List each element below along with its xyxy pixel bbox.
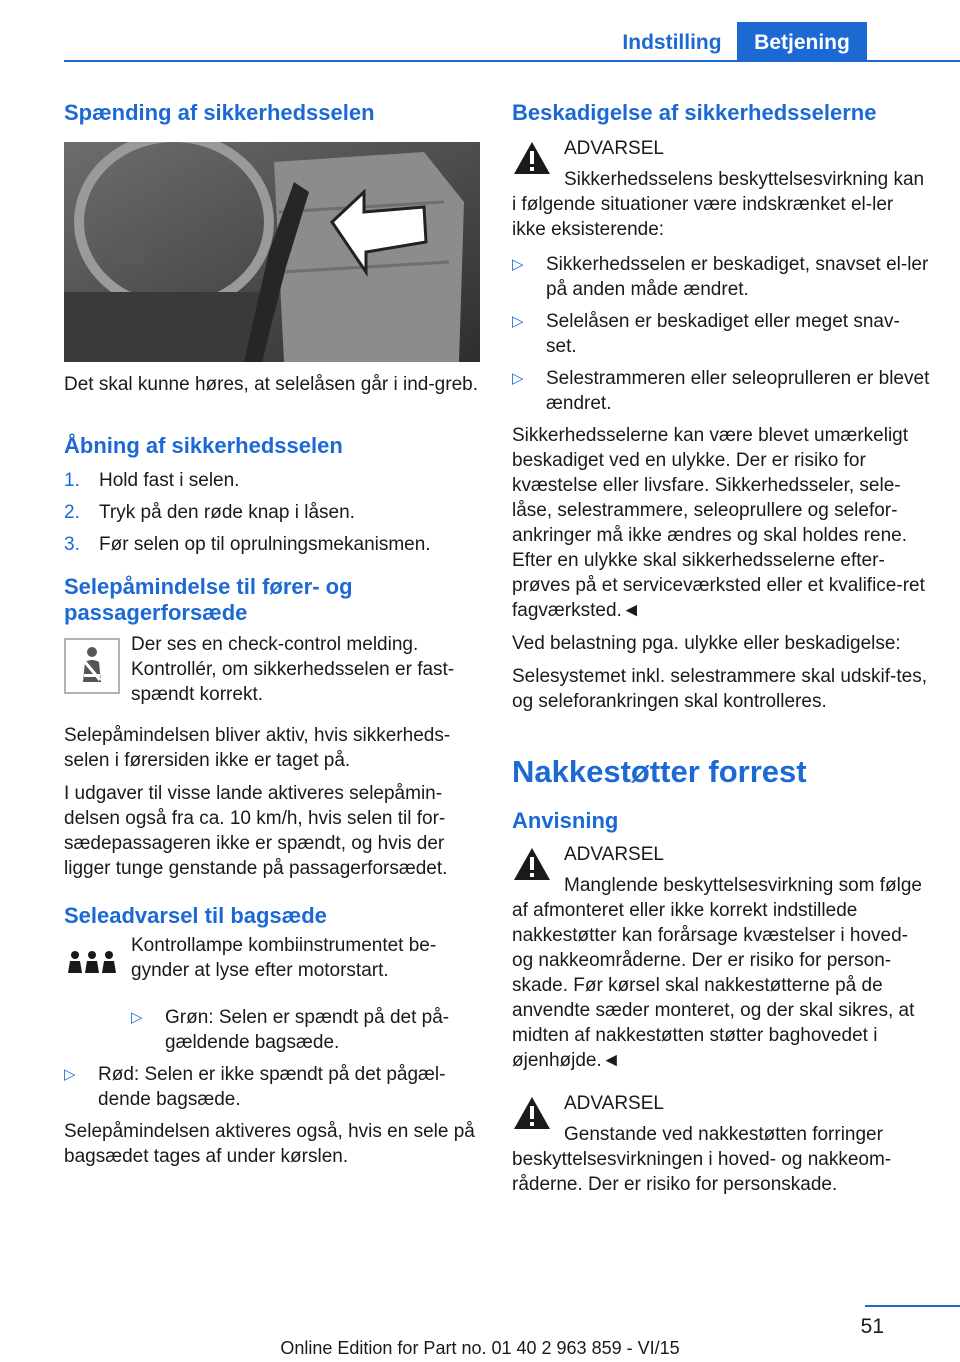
list-item: 3. Før selen op til oprulningsmekanismen.	[64, 534, 431, 555]
right-column	[512, 100, 930, 1197]
section-title-anvisning: Anvisning	[512, 808, 619, 833]
list-item: ▷ Selestrammeren eller seleoprulleren er blevet ændret.	[512, 368, 930, 414]
seatbelt-photo	[64, 142, 480, 362]
page-number: 51	[860, 1315, 884, 1338]
warning-triangle-icon	[512, 846, 552, 882]
list-item: ▷ Selelåsen er beskadiget eller meget snav-set.	[512, 311, 900, 357]
warning-label: ADVARSEL	[564, 138, 664, 159]
warning-1-text: Sikkerhedsselens beskyttelsesvirkning kan i følgende situationer være indskrænket el-ler ikke eksisterende:	[512, 169, 925, 240]
seleadvarsel-inner-list	[64, 1005, 482, 1055]
warning-1-after: Sikkerhedsselerne kan være blevet umærkeligt beskadiget ved en ulykke. Der er risiko for kvæstelse eller livsfare. Sikkerhedsseler, sele-låse, selestrammere, seleoprullere og selefor-ankringer må ikke ændres og skal holdes rene. Efter en ulykke skal sikkerhedsselerne efter-prøves på et serviceværksted eller et kvalifice-ret fagværksted.◄	[512, 425, 925, 621]
selepaamindelse-paragraph-2: I udgaver til visse lande aktiveres selepåmin-delsen også fra ca. 10 km/h, hvis selen til for-sædepassageren ikke er spændt, og hvis der ligger tunge genstande på passagerforsædet.	[64, 783, 448, 879]
warning-1-list	[512, 252, 930, 416]
belastning-paragraph: Ved belastning pga. ulykke eller beskadigelse:	[512, 633, 901, 654]
list-item: ▷ Rød: Selen er ikke spændt på det pågæl-dende bagsæde.	[64, 1064, 446, 1110]
edition-note: Online Edition for Part no. 01 40 2 963 859 - VI/15	[280, 1338, 680, 1358]
warning-block-2	[512, 842, 930, 867]
section-title-selepaamindelse: Selepåmindelse til fører- og passagerforsæde	[64, 574, 353, 625]
warning-block-1	[512, 136, 930, 161]
aabning-steps	[64, 468, 482, 557]
footer-rule	[865, 1305, 960, 1307]
warning-label: ADVARSEL	[564, 844, 664, 865]
warning-label: ADVARSEL	[564, 1093, 664, 1114]
section-title-spaending: Spænding af sikkerhedsselen	[64, 100, 375, 125]
rear-seat-occupants-icon	[64, 939, 120, 995]
list-item: 2. Tryk på den røde knap i låsen.	[64, 502, 355, 523]
seleadvarsel-list	[64, 1062, 482, 1112]
section-title-nakkestoetter: Nakkestøtter forrest	[512, 754, 807, 789]
section-title-aabning: Åbning af sikkerhedsselen	[64, 433, 343, 458]
left-column	[64, 100, 482, 1169]
header-tab-indstilling[interactable]: Indstilling	[622, 31, 722, 54]
selepaamindelse-paragraph-1: Selepåmindelsen bliver aktiv, hvis sikkerheds-selen i førersiden ikke er taget på.	[64, 725, 451, 771]
warning-triangle-icon	[512, 1095, 552, 1131]
list-item: ▷ Sikkerhedsselen er beskadiget, snavset el-ler på anden måde ændret.	[512, 254, 929, 300]
spaending-text: Det skal kunne høres, at selelåsen går i ind-greb.	[64, 374, 478, 395]
warning-3-text: Genstande ved nakkestøtten forringer beskyttelsesvirkningen i hoved- og nakkeom-råderne. Der er risiko for personskade.	[512, 1124, 892, 1195]
section-title-seleadvarsel: Seleadvarsel til bagsæde	[64, 903, 327, 928]
warning-triangle-icon	[512, 140, 552, 176]
selepaamindelse-icon-text: Der ses en check-control melding. Kontrollér, om sikkerhedsselen er fast-spændt korrekt.	[131, 634, 455, 705]
warning-block-3	[512, 1091, 930, 1116]
list-item: ▷ Grøn: Selen er spændt på det på-gældende bagsæde.	[131, 1007, 450, 1053]
header-rule	[64, 60, 960, 62]
list-item: 1. Hold fast i selen.	[64, 470, 240, 491]
seatbelt-reminder-icon	[64, 638, 120, 694]
seleadvarsel-icon-text: Kontrollampe kombiinstrumentet be-gynder at lyse efter motorstart.	[131, 935, 437, 981]
header-tab-betjening[interactable]: Betjening	[737, 22, 867, 62]
warning-2-text: Manglende beskyttelsesvirkning som følge af afmonteret eller ikke korrekt indstillede nakkestøtter kan forårsage kvæstelser i hoved- og nakkeområderne. Der er risiko for person-skade. Før kørsel skal nakkestøtterne på de anvendte sæder monteret, og der skal sikres, at midten af nakkestøtten støtter baghovedet i øjenhøjde.◄	[512, 875, 923, 1071]
seleadvarsel-paragraph: Selepåmindelsen aktiveres også, hvis en sele på bagsædet tages af under kørslen.	[64, 1121, 475, 1167]
section-title-beskadigelse: Beskadigelse af sikkerhedsselerne	[512, 100, 877, 125]
selesystem-paragraph: Selesystemet inkl. selestrammere skal udskif-tes, og seleforankringen skal kontrolleres.	[512, 666, 927, 712]
